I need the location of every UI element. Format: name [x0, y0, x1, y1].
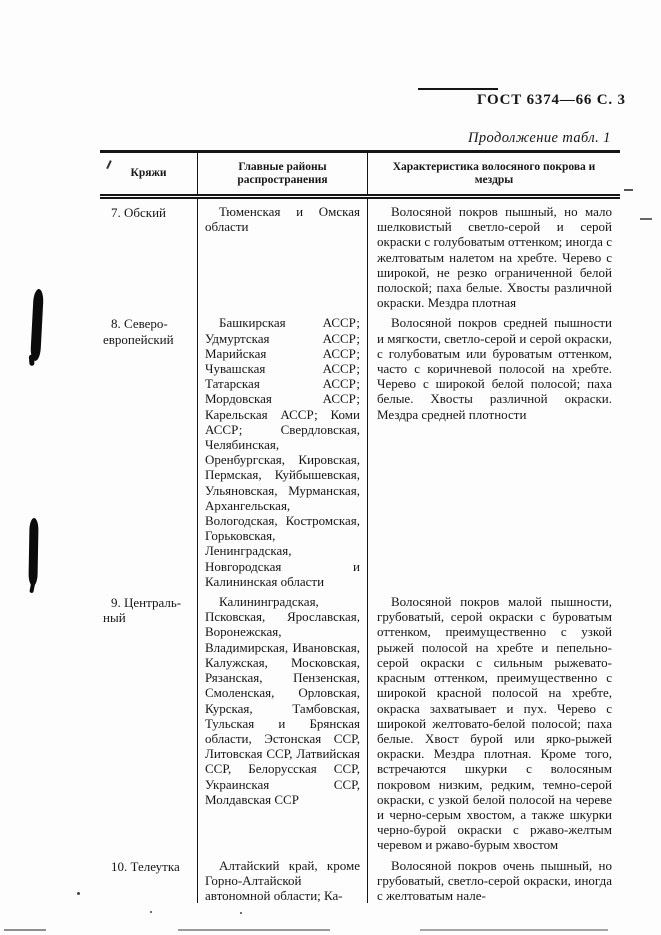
page-bottom-line-artifact — [420, 929, 608, 931]
cell-kryazh: 9. Центральный — [103, 595, 182, 626]
margin-dash-artifact — [624, 189, 633, 191]
ink-smudge — [30, 289, 44, 361]
scan-line-artifact — [418, 88, 498, 90]
ink-smudge — [28, 518, 38, 586]
scan-speck — [240, 912, 242, 914]
scan-speck — [77, 892, 80, 895]
table-continuation-label: Продолжение табл. 1 — [468, 130, 611, 146]
cell-characteristics: Волосяной покров средней пышности и мягкости, светло-серой и серой окраски, с голубоватым или буроватым оттенком, часто с коричневой полосой на хребте. Черево с широкой белой полосой; паха белые. Хвосты различной окраски. Мездра средней плотности — [367, 310, 620, 589]
cell-characteristics: Волосяной покров малой пышности, грубоватый, серой окраски с буроватым оттенком, преимущественно с узкой рыжей полосой на хребте и пепельно-серой окраски с сильным рыжевато-красным оттенком, преимущественно с широкой красной полосой на хребте, окраска захватывает и пух. Черево с широкой желтовато-белой полосой; паха белые. Хвост бурой или ярко-рыжей окраски. Мездра плотная. Кроме того, встречаются шкурки с волосяным покровом низким, редким, темно-серой окраски, с узкой белой полосой на череве и черно-серым хвостом, а также шкурки черно-бурой окраски с ржаво-желтым черевом и ржаво-бурым хвостом — [367, 589, 620, 852]
cell-characteristics: Волосяной покров очень пышный, но грубоватый, светло-серой окраски, иногда с желтоватым нале- — [367, 853, 620, 904]
cell-kryazh: 7. Обский — [111, 205, 167, 220]
cell-characteristics: Волосяной покров пышный, но мало шелковистый светло-серой и серой окраски с голубоватым оттенком; иногда с желтоватым налетом на хребте. Черево с широкой, не резко ограниченной белой полоской; паха белые. Хвосты различной окраски. Мездра плотная — [367, 199, 620, 310]
cell-kryazh: 10. Телеутка — [111, 858, 180, 874]
column-header-regions: Главные районы распространения — [197, 153, 367, 194]
page-bottom-line-artifact — [178, 929, 330, 931]
table-header-row — [100, 153, 620, 199]
doc-reference: ГОСТ 6374—66 С. 3 — [477, 92, 626, 108]
cell-regions: Башкирская АССР; Удмуртская АССР; Марийская АССР; Чувашская АССР; Татарская АССР; Мордовская АССР; Карельская АССР; Коми АССР; Свердловская, Челябинская, Оренбургская, Кировская, Пермская, Куйбышевская, Ульяновская, Мурманская, Архангельская, Вологодская, Костромская, Горьковская, Ленинградская, Новгородская и Калининская области — [197, 310, 367, 589]
scan-speck — [150, 911, 152, 913]
column-header-characteristics: Характеристика волосяного покрова и мездры — [367, 153, 620, 194]
table-row — [100, 310, 620, 589]
cell-regions: Калининградская, Псковская, Ярославская, Воронежская, Владимирская, Ивановская, Калужская, Московская, Рязанская, Пензенская, Смоленская, Орловская, Курская, Тамбовская, Тульская и Брянская области, Эстонская ССР, Литовская ССР, Латвийская ССР, Белорусская ССР, Украинская ССР, Молдавская ССР — [197, 589, 367, 852]
cell-regions: Алтайский край, кроме Горно-Алтайской автономной области; Ка- — [197, 853, 367, 904]
cell-regions: Тюменская и Омская области — [197, 199, 367, 310]
table-row — [100, 589, 620, 852]
column-header-kryazhi: Кряжи — [130, 167, 167, 180]
cell-kryazh: 8. Северо-европейский — [103, 316, 174, 347]
table-row — [100, 199, 620, 310]
table-row — [100, 853, 620, 904]
margin-dash-artifact — [640, 218, 652, 220]
pelt-characteristics-table — [100, 150, 620, 903]
page-bottom-line-artifact — [4, 929, 46, 931]
